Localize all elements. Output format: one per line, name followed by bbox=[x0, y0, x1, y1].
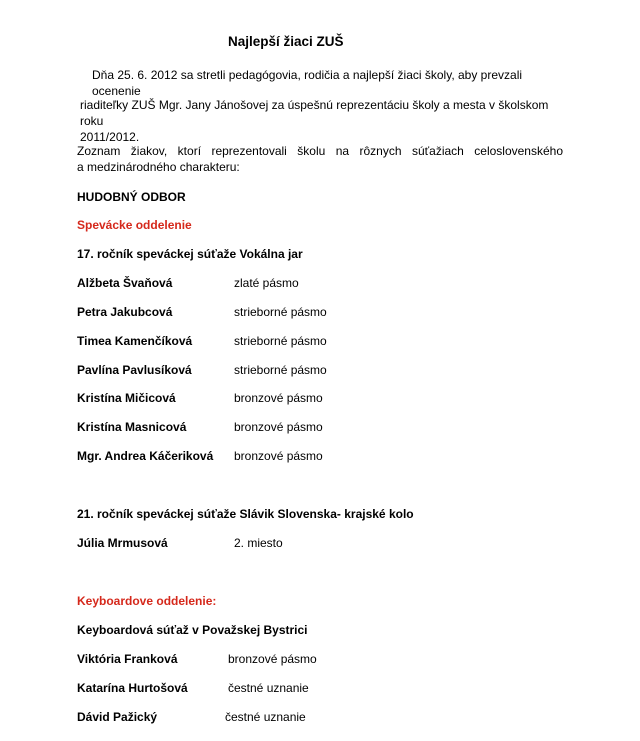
result-row bbox=[77, 652, 577, 668]
student-award: čestné uznanie bbox=[225, 710, 306, 724]
intro-paragraph-2 bbox=[80, 97, 572, 145]
result-row bbox=[77, 391, 577, 407]
competition-title-keyboard: Keyboardová súťaž v Považskej Bystrici bbox=[77, 623, 308, 637]
intro-paragraph-2-line1: riaditeľky ZUŠ Mgr. Jany Jánošovej za úspešnú reprezentáciu školy a mesta v školskom roku bbox=[80, 98, 549, 128]
result-row bbox=[77, 334, 577, 350]
result-row bbox=[77, 681, 577, 697]
intro-paragraph-2-line2: 2011/2012. bbox=[80, 130, 140, 144]
student-name: Petra Jakubcová bbox=[77, 305, 173, 319]
student-award: strieborné pásmo bbox=[234, 334, 327, 348]
result-row bbox=[77, 276, 577, 292]
student-award: čestné uznanie bbox=[228, 681, 309, 695]
student-name: Timea Kamenčíková bbox=[77, 334, 193, 348]
competition-title-slavik-slovenska: 21. ročník speváckej súťaže Slávik Slovenska- krajské kolo bbox=[77, 507, 414, 521]
department-heading: HUDOBNÝ ODBOR bbox=[77, 190, 186, 204]
result-row bbox=[77, 305, 577, 321]
section-heading-keyboard: Keyboardove oddelenie: bbox=[77, 594, 217, 608]
student-name: Alžbeta Švaňová bbox=[77, 276, 173, 290]
student-award: strieborné pásmo bbox=[234, 305, 327, 319]
competition-title-vokalna-jar: 17. ročník speváckej súťaže Vokálna jar bbox=[77, 247, 303, 261]
student-award: zlaté pásmo bbox=[234, 276, 299, 290]
student-name: Pavlína Pavlusíková bbox=[77, 363, 192, 377]
list-intro-line2: a medzinárodného charakteru: bbox=[77, 160, 240, 174]
student-name: Viktória Franková bbox=[77, 652, 178, 666]
student-name: Kristína Masnicová bbox=[77, 420, 187, 434]
student-award: bronzové pásmo bbox=[228, 652, 317, 666]
result-row bbox=[77, 449, 577, 465]
student-name: Katarína Hurtošová bbox=[77, 681, 188, 695]
student-award: bronzové pásmo bbox=[234, 420, 323, 434]
student-award: bronzové pásmo bbox=[234, 449, 323, 463]
result-row bbox=[77, 363, 577, 379]
list-intro-line1: Zoznam žiakov, ktorí reprezentovali školu na rôznych súťažiach celoslovenského bbox=[77, 144, 563, 158]
student-award: bronzové pásmo bbox=[234, 391, 323, 405]
student-name: Kristína Mičicová bbox=[77, 391, 176, 405]
student-award: strieborné pásmo bbox=[234, 363, 327, 377]
list-intro-paragraph bbox=[77, 143, 563, 175]
student-award: 2. miesto bbox=[234, 536, 283, 550]
student-name: Júlia Mrmusová bbox=[77, 536, 168, 550]
result-row bbox=[77, 710, 577, 726]
result-row bbox=[77, 420, 577, 436]
student-name: Mgr. Andrea Káčeriková bbox=[77, 449, 214, 463]
page-title: Najlepší žiaci ZUŠ bbox=[228, 34, 344, 49]
section-heading-vocal: Spevácke oddelenie bbox=[77, 218, 192, 232]
intro-paragraph-line1: Dňa 25. 6. 2012 sa stretli pedagógovia, rodičia a najlepší žiaci školy, aby prevzali ocenenie bbox=[92, 68, 523, 98]
student-name: Dávid Pažický bbox=[77, 710, 158, 724]
result-row bbox=[77, 536, 577, 552]
